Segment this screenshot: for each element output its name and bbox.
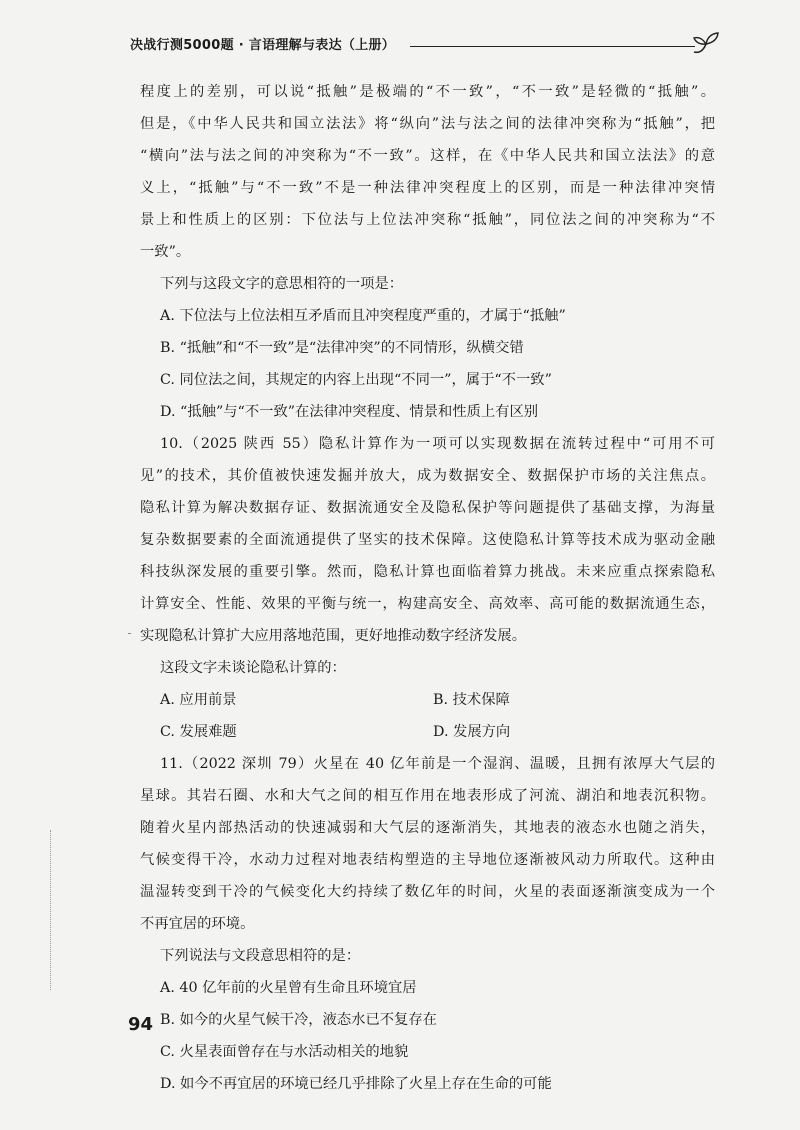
page-number: 94 <box>128 1014 154 1035</box>
page-body <box>140 76 715 1100</box>
text-line: 见”的技术，其价值被快速发掘并放大，成为数据安全、数据保护市场的关注焦点。 <box>140 468 715 484</box>
text-line: 景上和性质上的区别：下位法与上位法冲突称“抵触”，同位法之间的冲突称为“不 <box>140 212 715 228</box>
option-b: B. 技术保障 <box>433 692 510 708</box>
options-q10 <box>140 684 715 748</box>
book-title: 决战行测5000题 · 言语理解与表达（上册） <box>130 38 396 53</box>
text-line: 计算安全、性能、效果的平衡与统一，构建高安全、高效率、高可能的数据流通生态， <box>140 596 715 612</box>
sprout-icon <box>690 30 722 58</box>
header-rule <box>410 46 695 47</box>
text-line: 10.（2025 陕西 55）隐私计算作为一项可以实现数据在流转过程中“可用不可 <box>160 436 715 452</box>
text-line: “横向”法与法之间的冲突称为“不一致”。这样，在《中华人民共和国立法法》的意 <box>140 148 715 164</box>
text-line: 不再宜居的环境。 <box>140 916 255 932</box>
text-line: 实现隐私计算扩大应用落地范围，更好地推动数字经济发展。 <box>140 628 527 644</box>
text-line: 随着火星内部热活动的快速减弱和大气层的逐渐消失，其地表的液态水也随之消失， <box>140 820 715 836</box>
question-stem-q9: 下列与这段文字的意思相符的一项是： <box>160 276 404 292</box>
passage-q9-continued <box>140 76 715 268</box>
text-line: 11.（2022 深圳 79）火星在 40 亿年前是一个湿润、温暖，且拥有浓厚大气层的 <box>160 756 715 772</box>
option-b: B. 如今的火星气候干冷，液态水已不复存在 <box>160 1012 437 1028</box>
text-line: 隐私计算为解决数据存证、数据流通安全及隐私保护等问题提供了基础支撑，为海量 <box>140 500 715 516</box>
text-line: 程度上的差别，可以说“抵触”是极端的“不一致”，“不一致”是轻微的“抵触”。 <box>140 84 715 100</box>
text-line: 科技纵深发展的重要引擎。然而，隐私计算也面临着算力挑战。未来应重点探索隐私 <box>140 564 715 580</box>
text-line: 义上，“抵触”与“不一致”不是一种法律冲突程度上的区别，而是一种法律冲突情 <box>140 180 715 196</box>
option-a: A. 应用前景 <box>160 692 237 708</box>
scan-speck <box>128 633 131 634</box>
option-row <box>140 684 715 716</box>
text-line: 气候变得干冷，水动力过程对地表结构塑造的主导地位逐渐被风动力所取代。这种由 <box>140 852 715 868</box>
options-q11 <box>140 972 715 1100</box>
text-line: 但是，《中华人民共和国立法法》将“纵向”法与法之间的法律冲突称为“抵触”，把 <box>140 116 715 132</box>
option-a: A. 下位法与上位法相互矛盾而且冲突程度严重的，才属于“抵触” <box>160 308 566 324</box>
text-line: 一致”。 <box>140 244 191 260</box>
option-a: A. 40 亿年前的火星曾有生命且环境宜居 <box>160 980 417 996</box>
text-line: 星球。其岩石圈、水和大气之间的相互作用在地表形成了河流、湖泊和地表沉积物。 <box>140 788 715 804</box>
option-d: D. 发展方向 <box>433 724 511 740</box>
option-b: B. “抵触”和“不一致”是“法律冲突”的不同情形，纵横交错 <box>160 340 524 356</box>
option-d: D. 如今不再宜居的环境已经几乎排除了火星上存在生命的可能 <box>160 1076 552 1092</box>
scan-margin-marks <box>50 830 53 990</box>
option-row <box>140 716 715 748</box>
text-line: 温湿转变到干冷的气候变化大约持续了数亿年的时间，火星的表面逐渐演变成为一个 <box>140 884 715 900</box>
question-stem-q10: 这段文字未谈论隐私计算的： <box>160 660 346 676</box>
option-c: C. 发展难题 <box>160 724 237 740</box>
passage-q10 <box>140 428 715 652</box>
text-line: 复杂数据要素的全面流通提供了坚实的技术保障。这使隐私计算等技术成为驱动金融 <box>140 532 715 548</box>
passage-q11 <box>140 748 715 940</box>
options-q9 <box>140 300 715 428</box>
option-c: C. 火星表面曾存在与水活动相关的地貌 <box>160 1044 409 1060</box>
option-d: D. “抵触”与“不一致”在法律冲突程度、情景和性质上有区别 <box>160 404 539 420</box>
running-header <box>130 36 720 60</box>
question-stem-q11: 下列说法与文段意思相符的是： <box>160 948 361 964</box>
option-c: C. 同位法之间，其规定的内容上出现“不同一”，属于“不一致” <box>160 372 552 388</box>
